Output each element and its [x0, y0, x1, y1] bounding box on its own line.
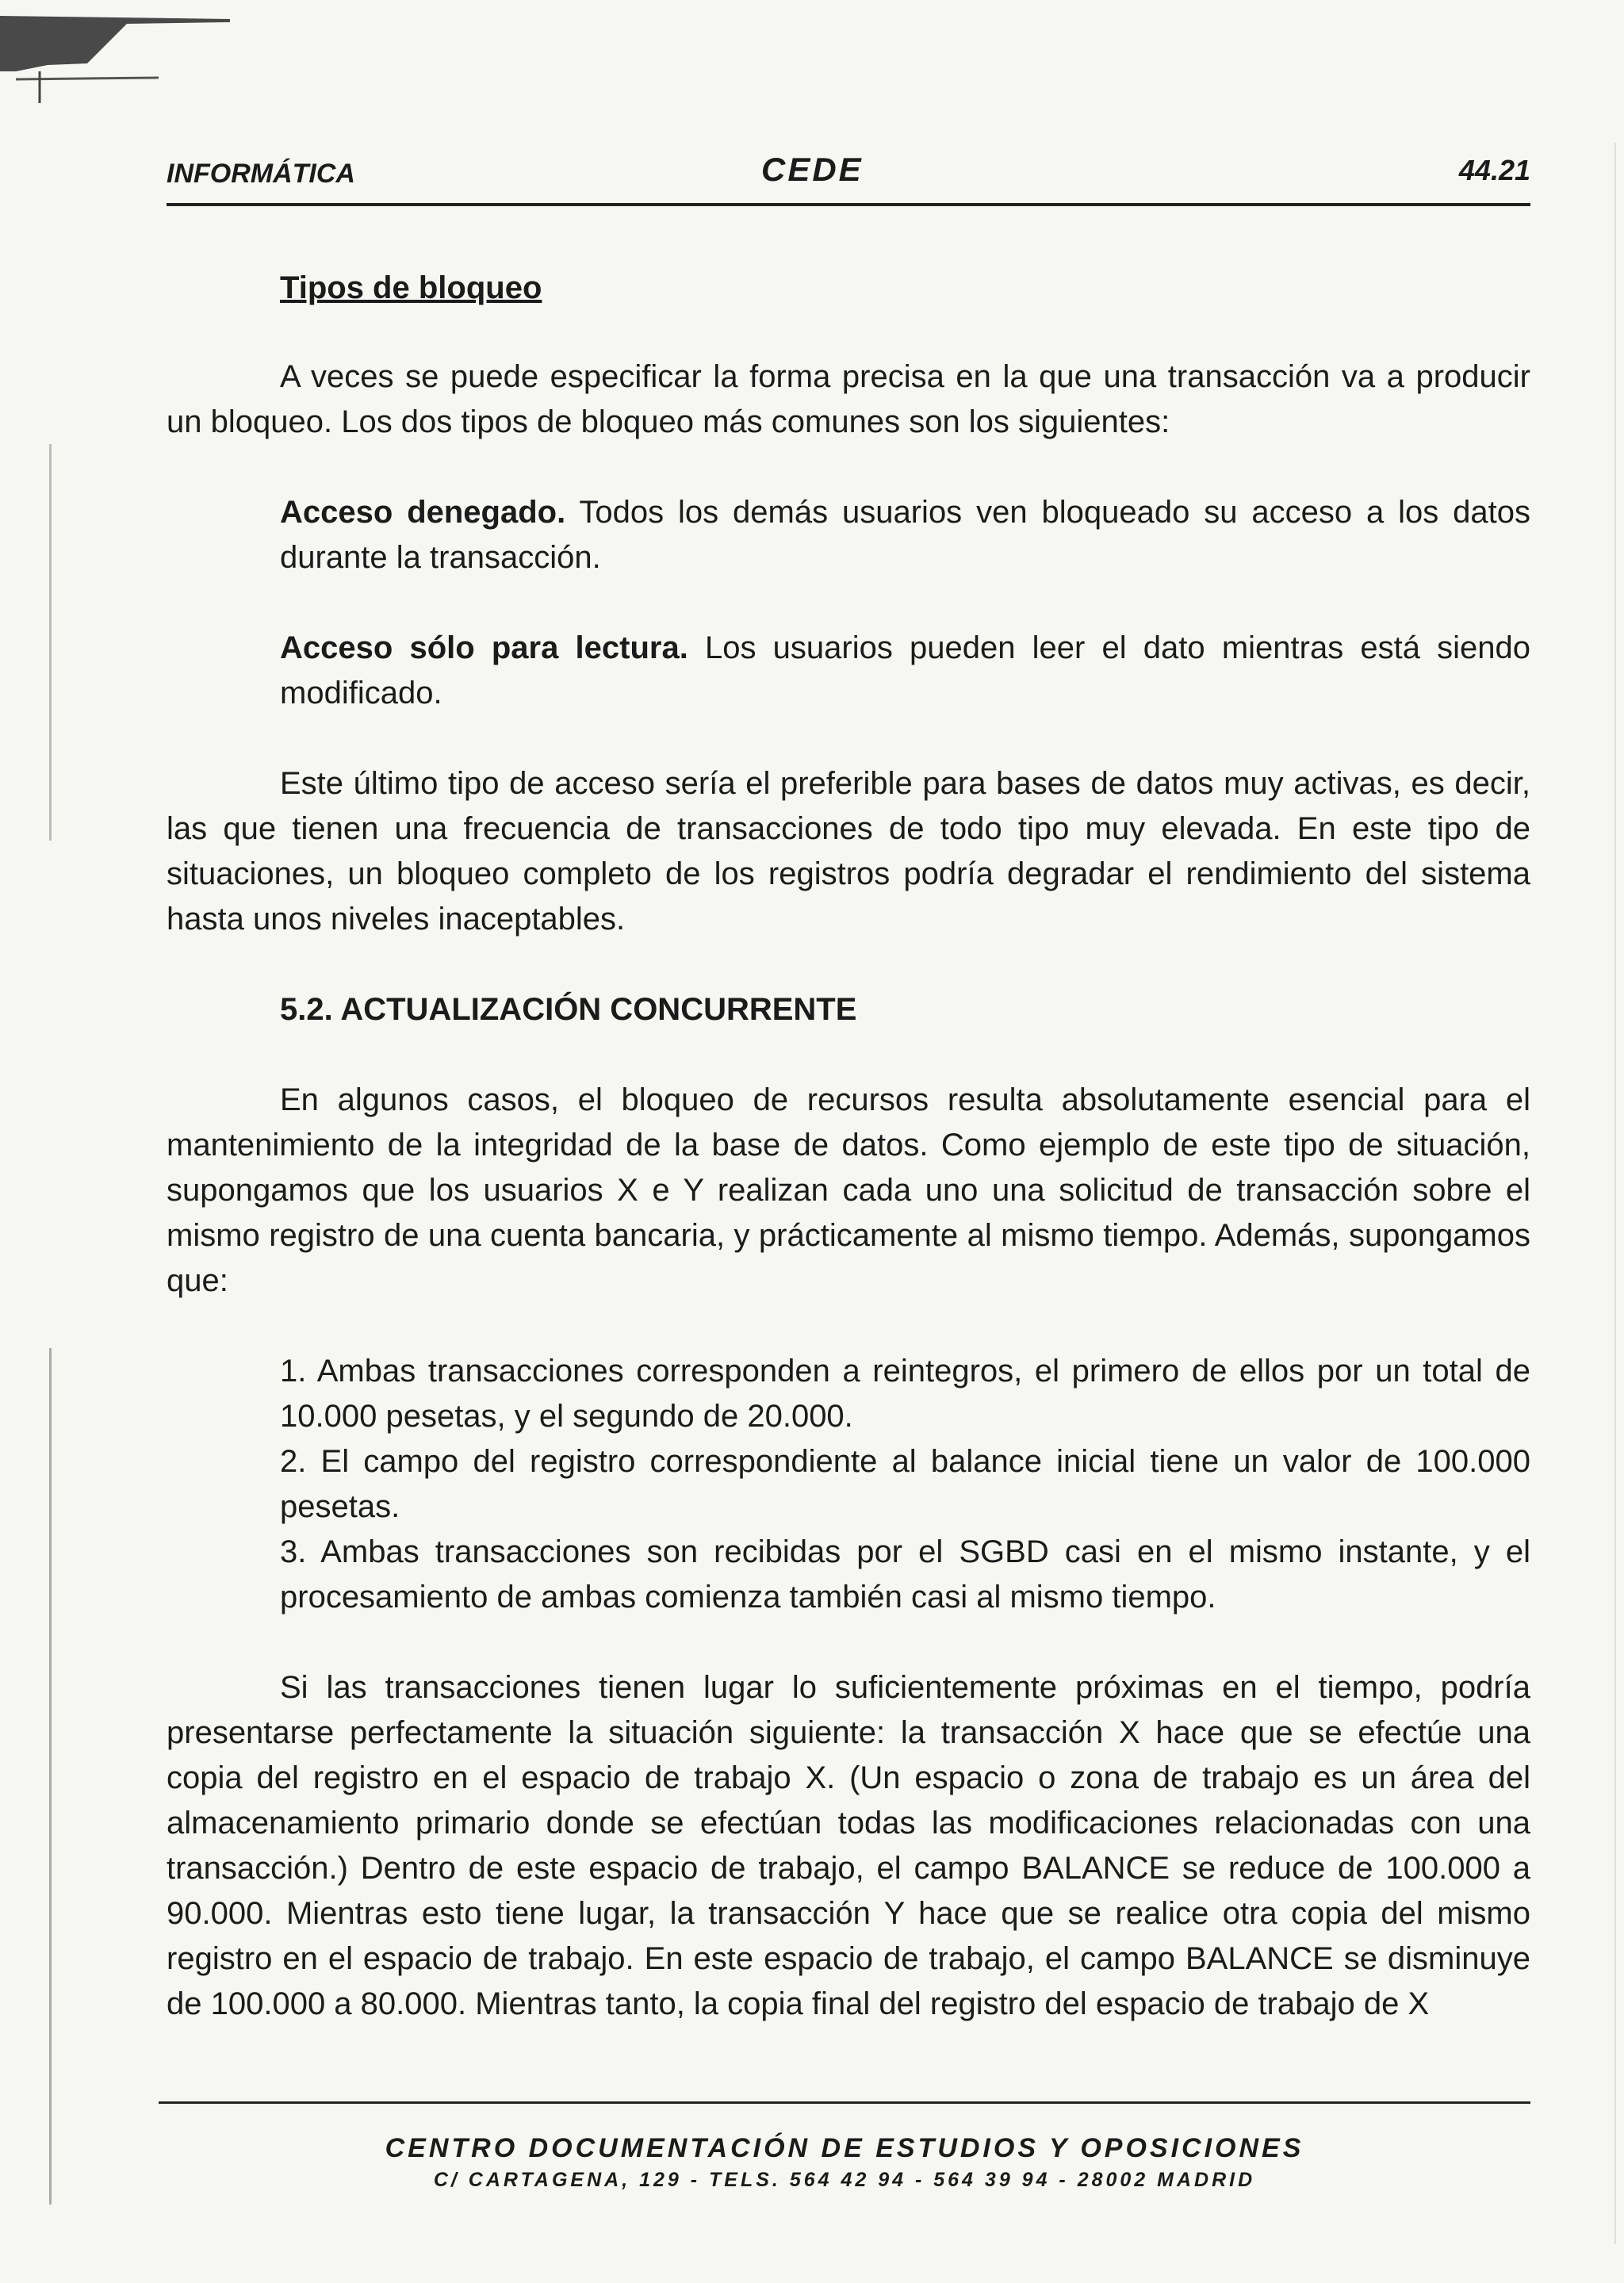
footer-address: C/ CARTAGENA, 129 - TELS. 564 42 94 - 564 39 94 - 28002 MADRID [433, 2169, 1256, 2191]
footer-organization: CENTRO DOCUMENTACIÓN DE ESTUDIOS Y OPOSICIONES [385, 2133, 1304, 2163]
header-publisher: CEDE [761, 151, 864, 188]
numbered-list [280, 1349, 1530, 1620]
paragraph: Si las transacciones tienen lugar lo suficientemente próximas en el tiempo, podría presentarse perfectamente la situación siguiente: la transacción X hace que se efectúe una copia del registro en el espacio de trabajo X. (Un espacio o zona de trabajo es un área del almacenamiento primario donde se efectúan todas las modificaciones relacionadas con una transacción.) Dentro de este espacio de trabajo, el campo BALANCE se reduce de 100.000 a 90.000. Mientras esto tiene lugar, la transacción Y hace que se realice otra copia del mismo registro en el espacio de trabajo. En este espacio de trabajo, el campo BALANCE se disminuye de 100.000 a 80.000. Mientras tanto, la copia final del registro del espacio de trabajo de X [167, 1670, 1530, 2021]
paragraph: Este último tipo de acceso sería el preferible para bases de datos muy activas, es decir, las que tienen una frecuencia de transacciones de todo tipo muy elevada. En este tipo de situaciones, un bloqueo completo de los registros podría degradar el rendimiento del sistema hasta unos niveles inaceptables. [167, 766, 1530, 937]
page-number: 44.21 [1458, 154, 1530, 186]
definition-text: Los usuarios pueden leer el dato mientras está siendo modificado. [280, 630, 1530, 711]
scan-binding-mark [0, 16, 230, 103]
list-item: 2. El campo del registro correspondiente al balance inicial tiene un valor de 100.000 pesetas. [280, 1444, 1530, 1524]
page-footer [159, 2133, 1530, 2192]
definition-text: Todos los demás usuarios ven bloqueado su acceso a los datos durante la transacción. [280, 495, 1530, 575]
page-header [167, 151, 1530, 206]
intro-paragraph: A veces se puede especificar la forma precisa en la que una transacción va a producir un bloqueo. Los dos tipos de bloqueo más comunes son los siguientes: [167, 359, 1530, 439]
scan-right-edge-mark [1614, 143, 1616, 2244]
subsection-heading: 5.2. ACTUALIZACIÓN CONCURRENTE [280, 992, 857, 1027]
scan-left-edge-mark [49, 444, 52, 841]
definition-term: Acceso denegado. [280, 495, 566, 530]
paragraph: En algunos casos, el bloqueo de recursos resulta absolutamente esencial para el mantenimiento de la integridad de la base de datos. Como ejemplo de este tipo de situación, supongamos que los usuarios X e Y realizan cada uno una solicitud de transacción sobre el mismo registro de una cuenta bancaria, y prácticamente al mismo tiempo. Además, supongamos que: [167, 1082, 1530, 1298]
definition-term: Acceso sólo para lectura. [280, 630, 688, 665]
list-item: 3. Ambas transacciones son recibidas por el SGBD casi en el mismo instante, y el procesamiento de ambas comienza también casi al mismo tiempo. [280, 1534, 1530, 1615]
header-rule [167, 203, 1530, 206]
header-subject: INFORMÁTICA [167, 159, 355, 189]
list-item: 1. Ambas transacciones corresponden a reintegros, el primero de ellos por un total de 10.000 pesetas, y el segundo de 20.000. [280, 1354, 1530, 1434]
definition-acceso-lectura [280, 626, 1530, 716]
scan-left-edge-mark-lower [49, 1348, 52, 2204]
section-title: Tipos de bloqueo [280, 270, 542, 305]
definition-acceso-denegado [280, 490, 1530, 580]
page-body [167, 266, 1530, 2072]
footer-rule [159, 2101, 1530, 2104]
